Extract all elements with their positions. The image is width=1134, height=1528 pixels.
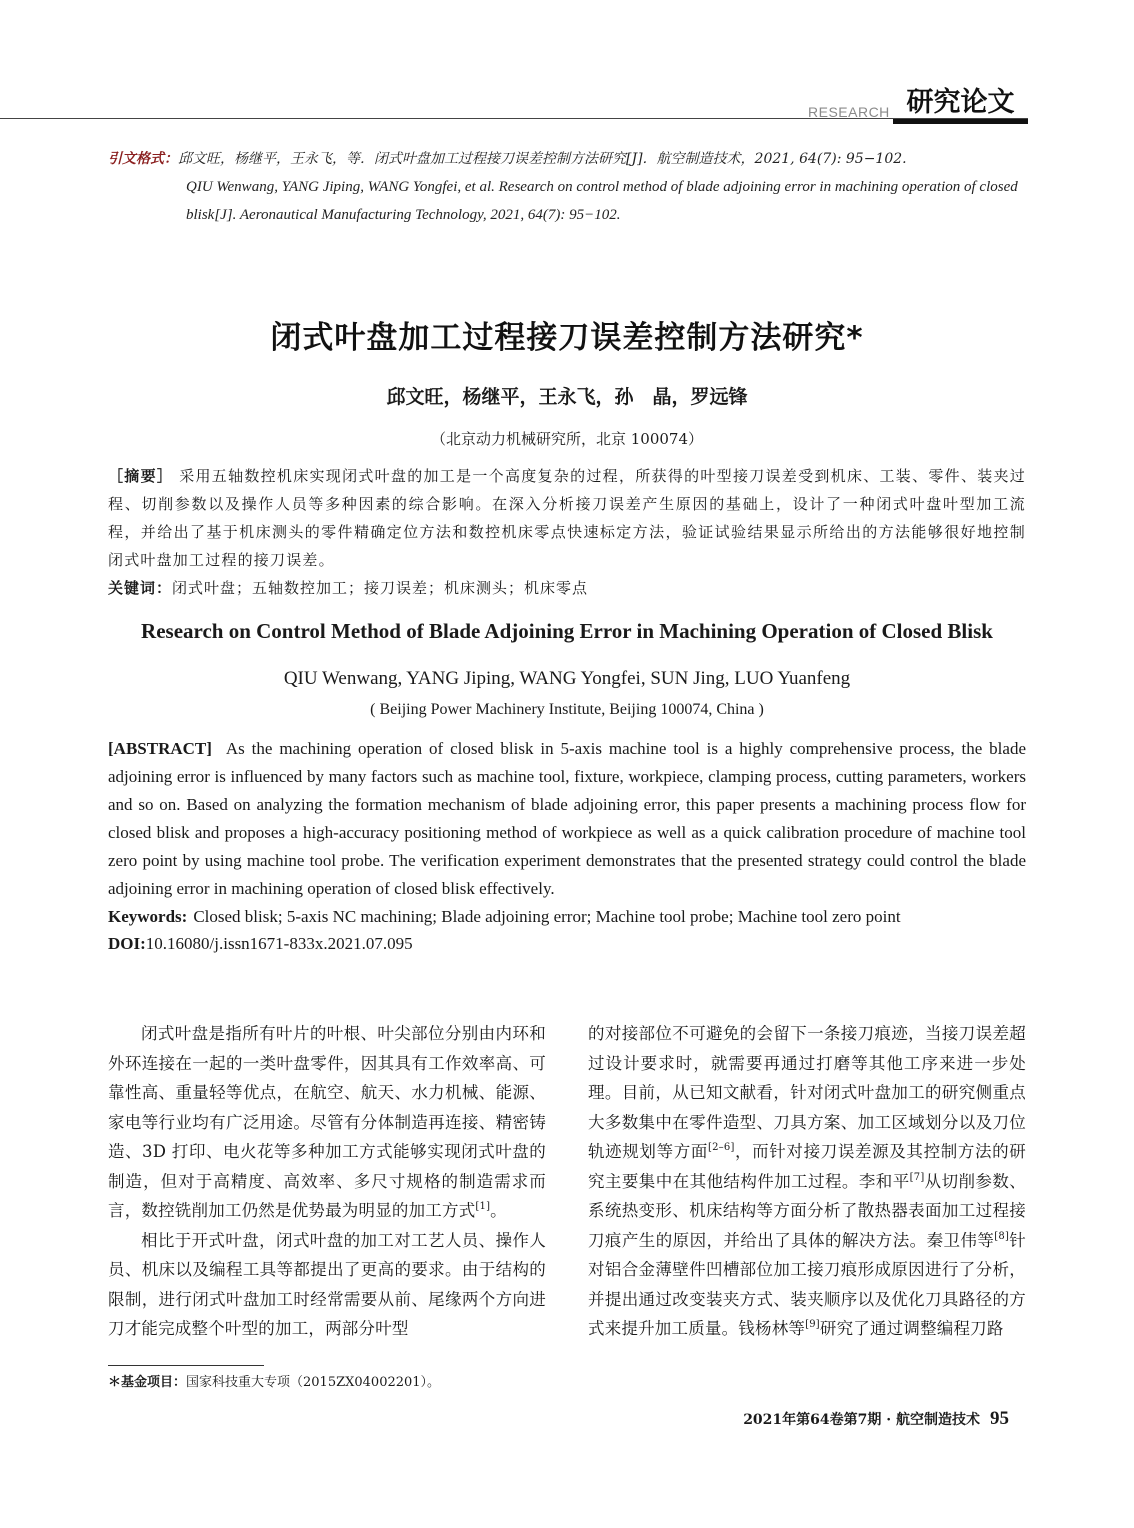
- doi-text: 10.16080/j.issn1671-833x.2021.07.095: [145, 934, 413, 953]
- body-column-right: [588, 1019, 1026, 1344]
- section-label-cn: 研究论文: [906, 87, 1015, 118]
- doi: [108, 931, 1026, 957]
- citation-ref[interactable]: [1]: [475, 1201, 491, 1212]
- citation-ref[interactable]: [2–6]: [708, 1142, 735, 1153]
- body-text: 研究了通过调整编程刀路: [819, 1319, 1004, 1338]
- abstract-en-text: As the machining operation of closed blisk in 5-axis machine tool is a highly comprehensive process, the blade adjoining error is influenced by many factors such as machine tool, fixture, workpiece, clamping process, cutting parameters, workers and so on. Based on analyzing the formation mechanism of blade adjoining error, this paper presents a machining process flow for closed blisk and proposes a high-accuracy positioning method of workpiece as well as a quick calibration procedure of machine tool zero point by using machine tool probe. The verification experiment demonstrates that the presented strategy could control the blade adjoining error in machining operation of closed blisk effectively.: [108, 739, 1026, 898]
- citation-label: 引文格式：: [108, 151, 178, 167]
- body-text: 的对接部位不可避免的会留下一条接刀痕迹，当接刀误差超过设计要求时，就需要再通过打磨等其他工序来进一步处理。目前，从已知文献看，针对闭式叶盘加工的研究侧重点大多数集中在零件造型、刀具方案、加工区域划分以及刀位轨迹规划等方面: [588, 1024, 1026, 1161]
- page-footer: [743, 1408, 1009, 1430]
- citation-cn: [108, 145, 1028, 173]
- citation-ref[interactable]: [7]: [909, 1171, 925, 1183]
- doi-label: DOI:: [108, 934, 146, 953]
- body-column-left: [108, 1019, 546, 1344]
- body-text: 闭式叶盘是指所有叶片的叶根、叶尖部位分别由内环和外环连接在一起的一类叶盘零件，因其具有工作效率高、可靠性高、重量轻等优点，在航空、航天、水力机械、能源、家电等行业均有广泛用途。尽管有分体制造再连接、精密铸造、3D 打印、电火花等多种加工方式能够实现闭式叶盘的制造，但对于高精度、高效率、多尺寸规格的制造需求而言，数控铣削加工仍然是优势最为明显的加工方式: [108, 1024, 546, 1220]
- body-text: 。: [490, 1201, 507, 1220]
- page-number: 95: [990, 1408, 1009, 1429]
- keywords-en-text: Closed blisk; 5-axis NC machining; Blade adjoining error; Machine tool probe; Machine tool zero point: [193, 907, 901, 926]
- keywords-cn-label: 关键词：: [108, 579, 173, 597]
- body-text: 从切削参数、系统热变形、机床结构等方面分析了散热器表面加工过程接刀痕产生的原因，并给出了具体的解决方法。秦卫伟等: [588, 1171, 1026, 1250]
- footnote: [108, 1373, 440, 1393]
- footnote-rule: [108, 1365, 264, 1366]
- journal-issue: 2021年第64卷第7期 · 航空制造技术: [743, 1412, 980, 1428]
- abstract-cn-text: 采用五轴数控机床实现闭式叶盘的加工是一个高度复杂的过程，所获得的叶型接刀误差受到机床、工装、零件、装夹过程、切削参数以及操作人员等多种因素的综合影响。在深入分析接刀误差产生原因的基础上，设计了一种闭式叶盘叶型加工流程，并给出了基于机床测头的零件精确定位方法和数控机床零点快速标定方法，验证试验结果显示所给出的方法能够很好地控制闭式叶盘加工过程的接刀误差。: [108, 467, 1027, 569]
- abstract-cn: [108, 462, 1026, 574]
- body-paragraph: [108, 1019, 546, 1226]
- body-text: ，而针对接刀误差源及其控制方法的研究主要集中在其他结构件加工过程。李和平: [588, 1142, 1026, 1191]
- paper-title-cn: 闭式叶盘加工过程接刀误差控制方法研究*: [270, 320, 864, 356]
- body-text: 针对铝合金薄壁件凹槽部位加工接刀痕形成原因进行了分析，并提出通过改变装夹方式、装夹顺序以及优化刀具路径的方式来提升加工质量。钱杨林等: [588, 1230, 1026, 1338]
- section-label-en: RESEARCH: [808, 104, 890, 120]
- abstract-en-label: [ABSTRACT]: [108, 739, 212, 758]
- footnote-text: 国家科技重大专项（2015ZX04002201）。: [186, 1375, 441, 1390]
- paper-title-en: Research on Control Method of Blade Adjoining Error in Machining Operation of Closed Blisk: [141, 619, 993, 643]
- body-paragraph: 相比于开式叶盘，闭式叶盘的加工对工艺人员、操作人员、机床以及编程工具等都提出了更高的要求。由于结构的限制，进行闭式叶盘加工时经常需要从前、尾缘两个方向进刀才能完成整个叶型的加工，两部分叶型: [108, 1230, 546, 1338]
- abstract-en: [108, 735, 1026, 903]
- section-underline: [893, 119, 1028, 124]
- citation-en: QIU Wenwang, YANG Jiping, WANG Yongfei, et al. Research on control method of blade adjoining error in machining operation of closed blisk[J]. Aeronautical Manufacturing Technology, 2021, 64(7): 95−102.: [186, 179, 1018, 223]
- affiliation-cn: （北京动力机械研究所，北京 100074）: [430, 430, 704, 448]
- keywords-en-label: Keywords:: [108, 907, 188, 926]
- keywords-en: [108, 904, 1026, 930]
- authors-en: QIU Wenwang, YANG Jiping, WANG Yongfei, SUN Jing, LUO Yuanfeng: [283, 668, 851, 689]
- keywords-cn-text: 闭式叶盘；五轴数控加工；接刀误差；机床测头；机床零点: [172, 579, 589, 597]
- affiliation-en: ( Beijing Power Machinery Institute, Beijing 100074, China ): [370, 701, 764, 718]
- body-paragraph: [588, 1019, 1026, 1344]
- citation-ref[interactable]: [8]: [994, 1230, 1010, 1242]
- citation-cn-text: 邱文旺，杨继平，王永飞，等．闭式叶盘加工过程接刀误差控制方法研究[J]．航空制造技术，2021, 64(7): 95−102.: [178, 151, 907, 167]
- authors-cn: 邱文旺，杨继平，王永飞，孙 晶，罗远锋: [386, 386, 748, 408]
- citation-ref[interactable]: [9]: [805, 1319, 820, 1330]
- keywords-cn: [108, 575, 1026, 601]
- abstract-cn-label: ［摘要］: [108, 467, 174, 485]
- footnote-label: ＊基金项目：: [108, 1375, 187, 1390]
